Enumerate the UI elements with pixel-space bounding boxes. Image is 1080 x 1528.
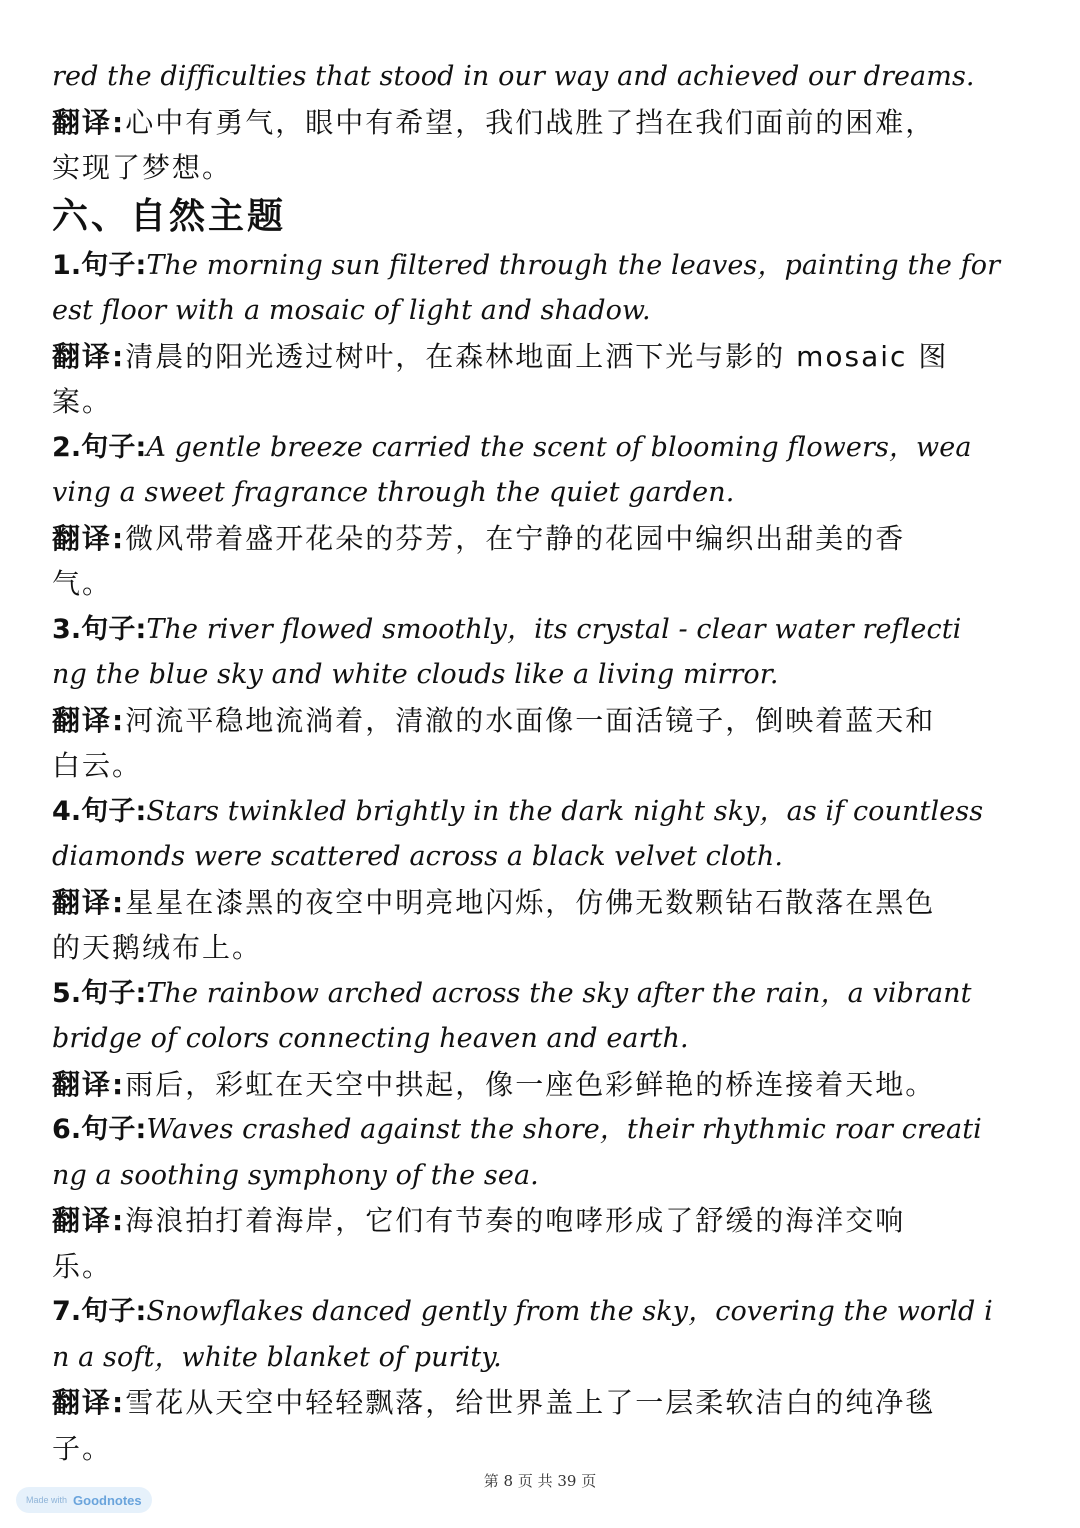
translation-label: 翻译: bbox=[52, 1204, 126, 1237]
sentence-translation-line-2: 白云。 bbox=[52, 749, 143, 782]
sentence-english-text: The rainbow arched across the sky after the rain，a vibrant bbox=[146, 977, 972, 1009]
document-page bbox=[52, 54, 1032, 1471]
sentence-number-label: 6.句子: bbox=[52, 1114, 147, 1145]
goodnotes-badge bbox=[16, 1487, 152, 1513]
sentence-translation-line-2: 子。 bbox=[52, 1431, 113, 1465]
sentence-english-line bbox=[52, 607, 1032, 653]
sentence-english-text: Waves crashed against the shore，their rhythmic roar creati bbox=[146, 1114, 982, 1145]
translation-label: 翻译: bbox=[52, 703, 126, 737]
sentence-list bbox=[52, 243, 1032, 1472]
sentence-english-line bbox=[52, 243, 1032, 289]
sentence-item bbox=[52, 1289, 1032, 1471]
sentence-english-line-2: ng a soothing symphony of the sea. bbox=[52, 1159, 539, 1191]
sentence-number-label: 7.句子: bbox=[52, 1296, 147, 1327]
translation-label: 翻译: bbox=[52, 1067, 126, 1101]
translation-text: 河流平稳地流淌着，清澈的水面像一面活镜子，倒映着蓝天和 bbox=[125, 703, 936, 737]
made-with-text: Made with bbox=[26, 1495, 68, 1505]
sentence-english-text: Snowflakes danced gently from the sky，covering the world i bbox=[146, 1296, 993, 1327]
sentence-translation-line bbox=[52, 698, 1032, 744]
sentence-item bbox=[52, 425, 1032, 607]
sentence-english-text: The river flowed smoothly，its crystal - clear water reflecti bbox=[146, 613, 962, 645]
sentence-english-text: Stars twinkled brightly in the dark night sky，as if countless bbox=[146, 795, 984, 827]
translation-label: 翻译: bbox=[52, 521, 126, 555]
sentence-number-label: 2.句子: bbox=[52, 431, 147, 463]
sentence-translation-line bbox=[52, 1062, 1032, 1108]
sentence-english-line bbox=[52, 1289, 1032, 1335]
sentence-translation-line-2: 乐。 bbox=[52, 1249, 113, 1283]
page-number: 第 8 页 共 39 页 bbox=[483, 1472, 597, 1490]
sentence-number-label: 4.句子: bbox=[52, 795, 147, 827]
section-title: 六、自然主题 bbox=[52, 195, 287, 237]
sentence-translation-line bbox=[52, 1380, 1032, 1426]
sentence-english-line-2: ving a sweet fragrance through the quiet garden. bbox=[52, 477, 735, 508]
sentence-number-label: 5.句子: bbox=[52, 977, 147, 1009]
sentence-translation-line bbox=[52, 880, 1032, 926]
translation-text: 雨后，彩虹在天空中拱起，像一座色彩鲜艳的桥连接着天地。 bbox=[125, 1067, 936, 1101]
translation-text: 雪花从天空中轻轻飘落，给世界盖上了一层柔软洁白的纯净毯 bbox=[125, 1386, 936, 1419]
sentence-translation-line bbox=[52, 516, 1032, 562]
sentence-number-label: 3.句子: bbox=[52, 613, 147, 645]
intro-block bbox=[52, 54, 1032, 191]
sentence-translation-line bbox=[52, 334, 1032, 380]
translation-text: 海浪拍打着海岸，它们有节奏的咆哮形成了舒缓的海洋交响 bbox=[125, 1204, 906, 1237]
translation-text: 星星在漆黑的夜空中明亮地闪烁，仿佛无数颗钻石散落在黑色 bbox=[125, 885, 936, 919]
sentence-english-line-2: diamonds were scattered across a black velvet cloth. bbox=[52, 841, 784, 872]
sentence-english-line bbox=[52, 789, 1032, 835]
sentence-english-line bbox=[52, 1107, 1032, 1153]
sentence-english-line-2: est floor with a mosaic of light and shadow. bbox=[52, 295, 651, 326]
intro-translation-line bbox=[52, 100, 1032, 146]
intro-translation-line-2: 实现了梦想。 bbox=[52, 151, 233, 184]
sentence-translation-line bbox=[52, 1198, 1032, 1244]
translation-label: 翻译: bbox=[52, 105, 126, 139]
sentence-english-line-2: n a soft，white blanket of purity. bbox=[52, 1341, 502, 1373]
translation-label: 翻译: bbox=[52, 339, 126, 373]
translation-label: 翻译: bbox=[52, 1386, 126, 1419]
sentence-english-line-2: bridge of colors connecting heaven and earth. bbox=[52, 1023, 689, 1054]
sentence-translation-line-2: 气。 bbox=[52, 567, 113, 600]
sentence-translation-line-2: 案。 bbox=[52, 385, 113, 418]
sentence-translation-line-2: 的天鹅绒布上。 bbox=[52, 931, 263, 964]
sentence-item bbox=[52, 607, 1032, 789]
goodnotes-logo: Goodnotes bbox=[73, 1492, 142, 1508]
sentence-english-line bbox=[52, 971, 1032, 1017]
sentence-english-line bbox=[52, 425, 1032, 471]
translation-text: 心中有勇气，眼中有希望，我们战胜了挡在我们面前的困难， bbox=[125, 105, 936, 139]
sentence-english-text: The morning sun filtered through the leaves，painting the for bbox=[146, 249, 1001, 281]
sentence-item bbox=[52, 243, 1032, 425]
sentence-item bbox=[52, 971, 1032, 1108]
translation-label: 翻译: bbox=[52, 885, 126, 919]
intro-english-line: red the difficulties that stood in our way and achieved our dreams. bbox=[52, 61, 975, 92]
sentence-number-label: 1.句子: bbox=[52, 249, 147, 281]
sentence-english-text: A gentle breeze carried the scent of blooming flowers，wea bbox=[146, 431, 972, 463]
sentence-english-line-2: ng the blue sky and white clouds like a living mirror. bbox=[52, 659, 779, 690]
translation-text: 微风带着盛开花朵的芬芳，在宁静的花园中编织出甜美的香 bbox=[125, 521, 906, 555]
sentence-item bbox=[52, 789, 1032, 971]
translation-text: 清晨的阳光透过树叶，在森林地面上洒下光与影的 mosaic 图 bbox=[125, 339, 949, 373]
sentence-item bbox=[52, 1107, 1032, 1289]
